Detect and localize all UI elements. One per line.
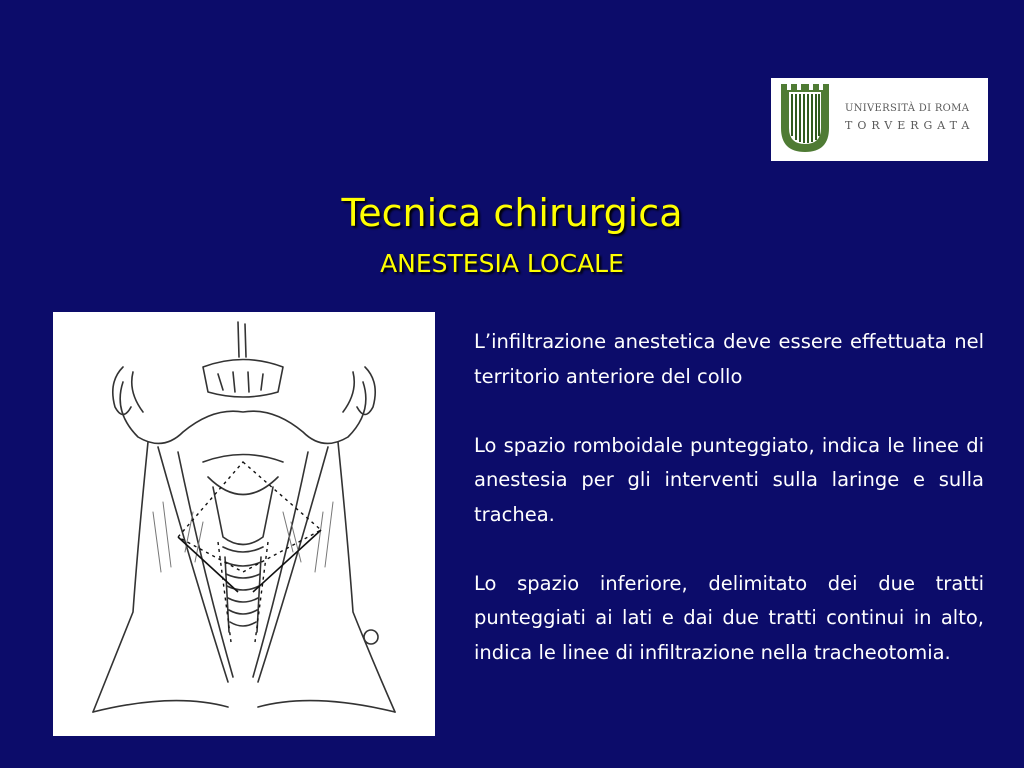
slide-title: Tecnica chirurgica <box>341 191 683 235</box>
slide-subtitle: ANESTESIA LOCALE <box>380 249 624 278</box>
paragraph-lower-space: Lo spazio inferiore, delimitato dei due tratti punteggiati ai lati e dai due tratti continui in alto, indica le linee di infiltrazione nella tracheotomia. <box>474 571 984 664</box>
university-logo <box>771 78 988 161</box>
logo-university-name: UNIVERSITÀ DI ROMA <box>845 103 970 114</box>
paragraph-rhomboid-space: Lo spazio romboidale punteggiato, indica le linee di anestesia per gli interventi sulla laringe e sulla trachea. <box>474 433 984 526</box>
neck-anatomy-figure <box>53 312 435 736</box>
neck-anatomy-illustration-icon <box>53 312 435 736</box>
paragraph-infiltration: L’infiltrazione anestetica deve essere effettuata nel territorio anteriore del collo <box>474 330 984 388</box>
explanation-text <box>474 325 984 670</box>
logo-campus-name: TORVERGATA <box>845 119 975 132</box>
